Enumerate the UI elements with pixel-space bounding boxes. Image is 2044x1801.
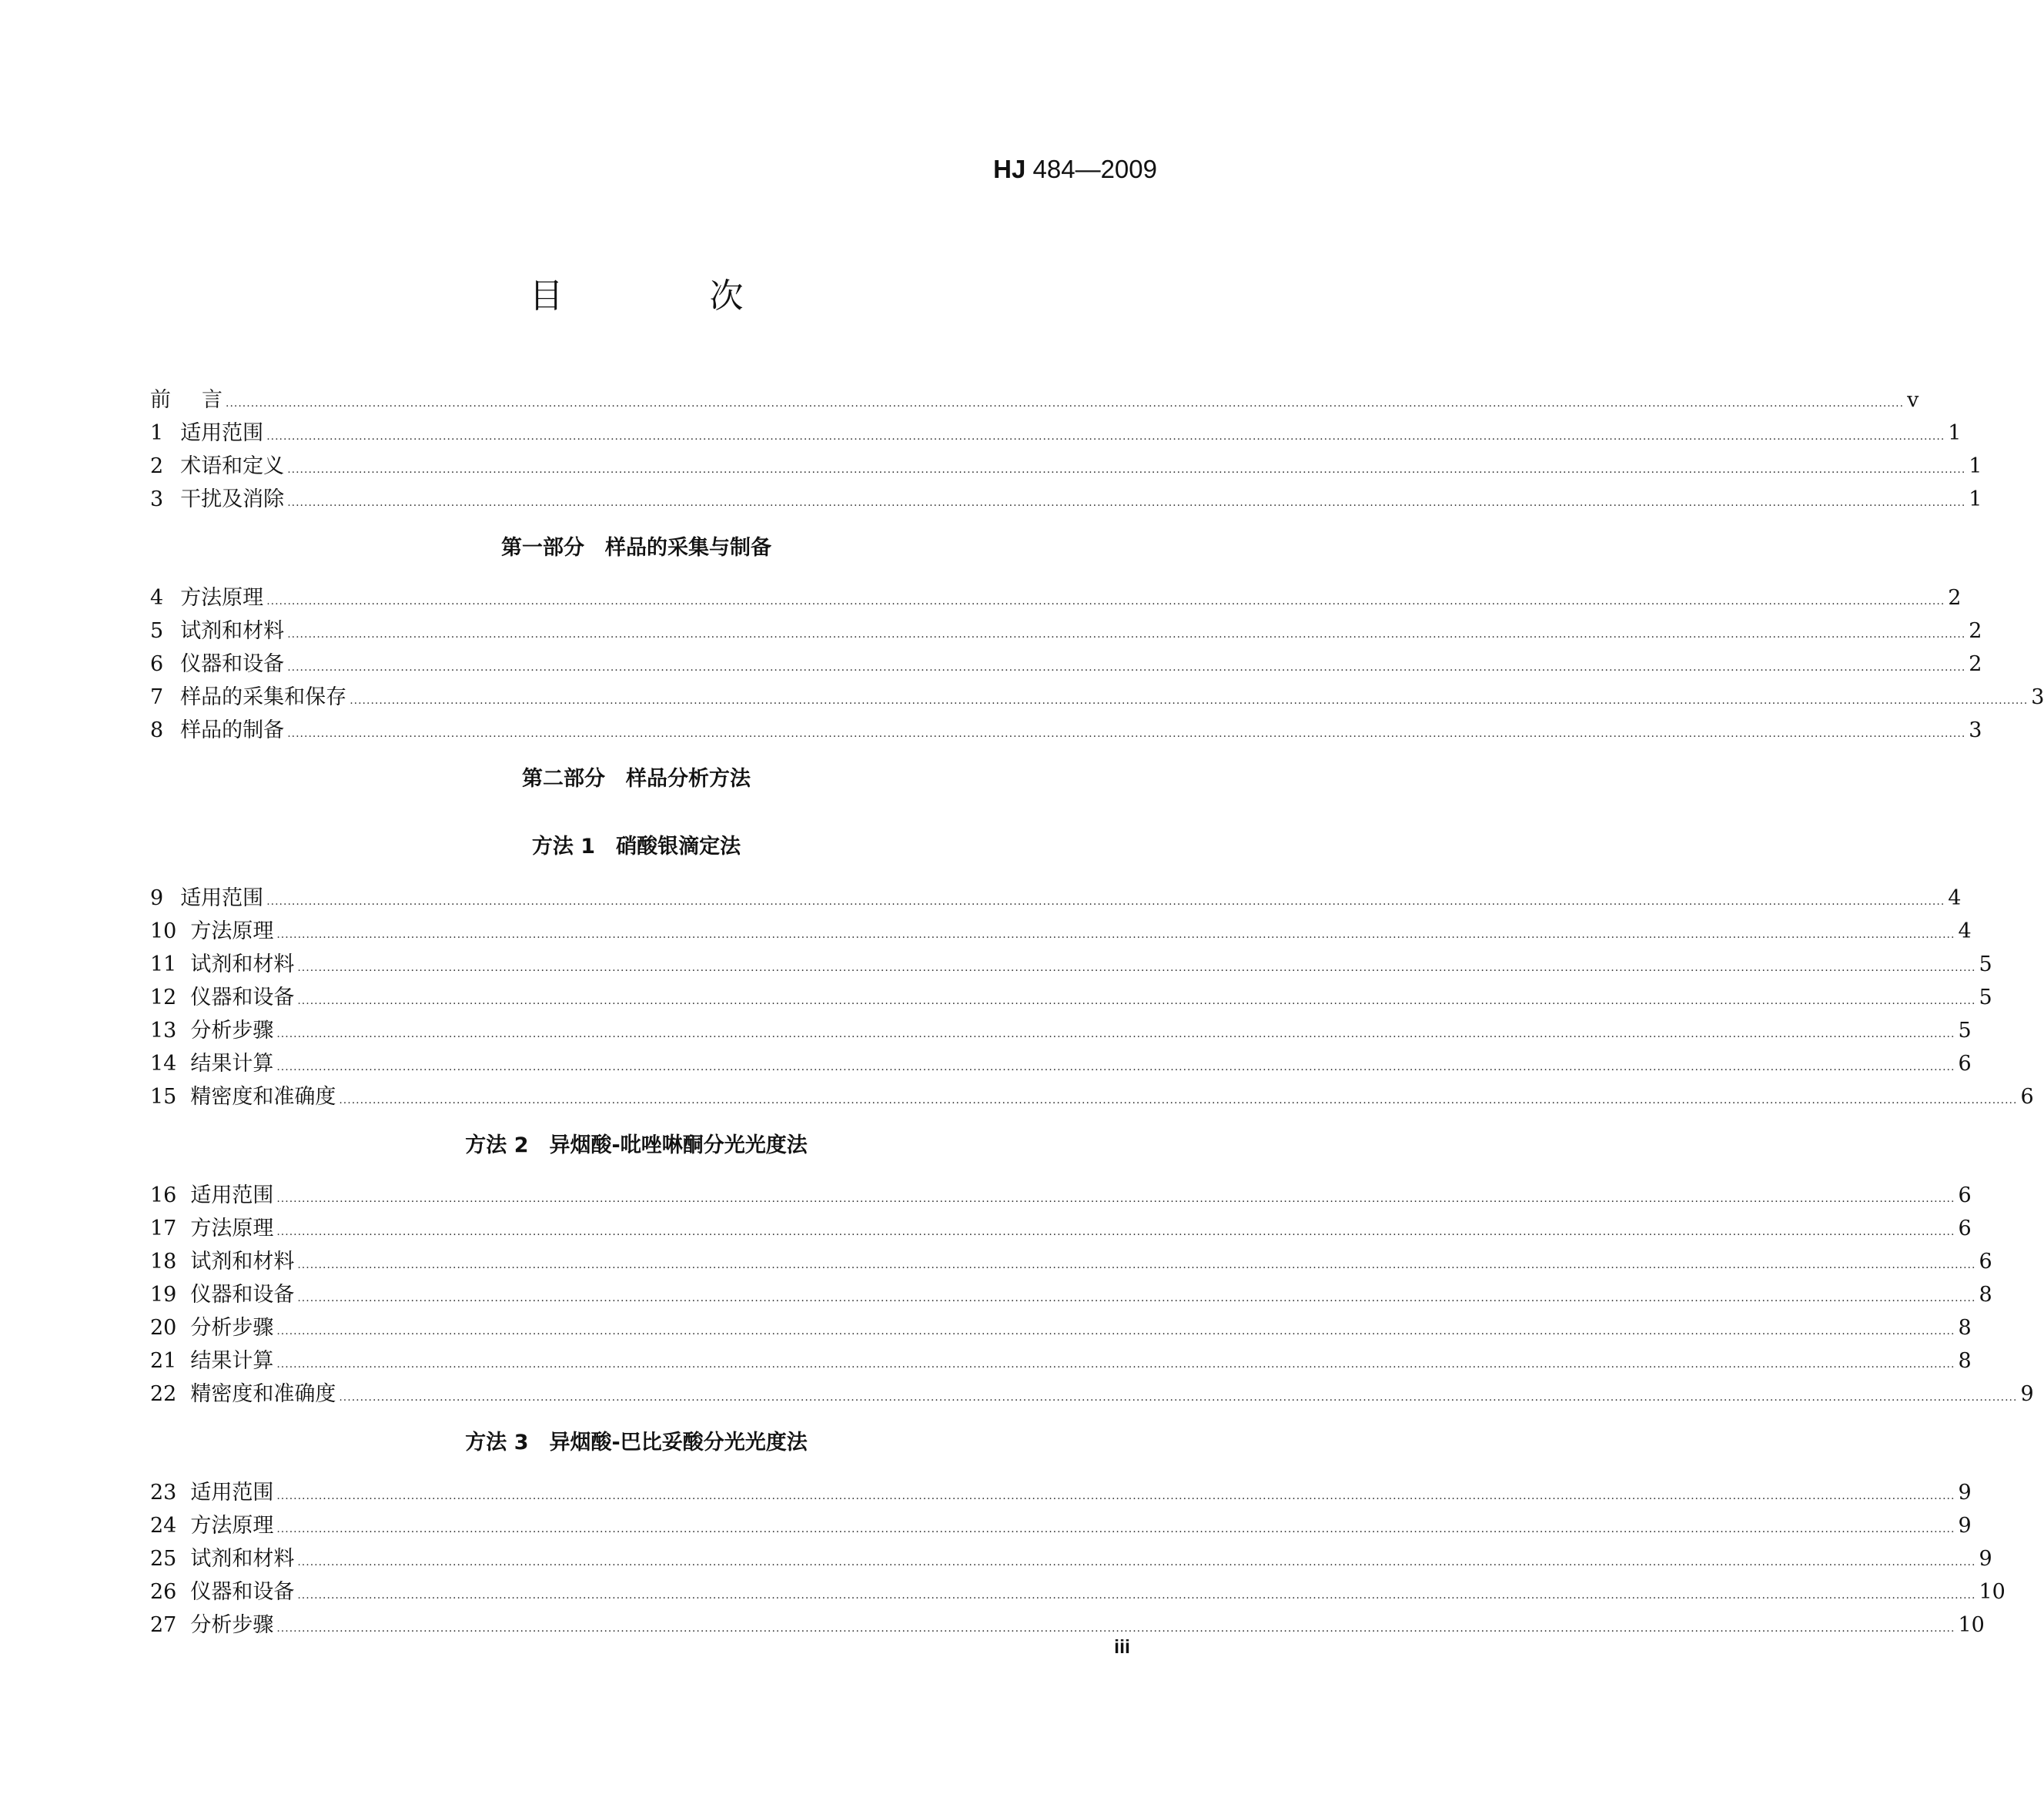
toc-entry-number: 10	[150, 919, 177, 943]
toc-entry-number: 5	[150, 619, 164, 643]
toc-entry[interactable]	[150, 1577, 2006, 1608]
toc-entry-number: 26	[150, 1580, 177, 1604]
dot-leader: ................................................................................................................................................................................................................................................................................................................................................................................................................	[297, 962, 1976, 974]
toc-entry[interactable]	[150, 583, 1962, 614]
toc-entry-number: 2	[150, 454, 164, 478]
toc-entry[interactable]	[150, 451, 1982, 482]
toc-entry-number: 22	[150, 1382, 177, 1406]
toc-entry-title: 言	[202, 388, 222, 412]
dot-leader: ................................................................................................................................................................................................................................................................................................................................................................................................................	[287, 628, 1966, 641]
toc-entry[interactable]	[150, 616, 1982, 647]
toc-entry-title: 仪器和设备	[190, 1580, 295, 1604]
toc-entry-title: 方法原理	[180, 586, 264, 610]
standard-code	[993, 152, 1157, 186]
toc-entry-page: 10	[1958, 1613, 1985, 1637]
toc-entry-title: 试剂和材料	[190, 1250, 295, 1274]
toc-entry-title: 仪器和设备	[190, 1283, 295, 1307]
standard-prefix: HJ	[993, 155, 1026, 183]
toc-entry-title: 精密度和准确度	[190, 1382, 336, 1406]
toc-title: 目 次	[529, 276, 811, 316]
toc-entry-page: 9	[2020, 1382, 2034, 1406]
toc-entry-page: 6	[2020, 1085, 2034, 1109]
toc-entry[interactable]	[150, 385, 1919, 416]
toc-section-heading[interactable]: 第一部分 样品的采集与制备	[501, 536, 771, 560]
toc-entry[interactable]	[150, 1511, 1972, 1542]
toc-entry-title: 试剂和材料	[190, 952, 295, 976]
toc-entry-number: 7	[150, 685, 164, 709]
toc-section-heading[interactable]: 方法 1 硝酸银滴定法	[531, 835, 741, 859]
dot-leader: ................................................................................................................................................................................................................................................................................................................................................................................................................	[266, 430, 1945, 443]
toc-entry-page: 5	[1979, 986, 1992, 1009]
toc-entry-page: 8	[1979, 1283, 1992, 1307]
toc-entry-title: 结果计算	[190, 1052, 274, 1076]
toc-entry-number: 17	[150, 1217, 177, 1240]
toc-entry[interactable]	[150, 1544, 1992, 1575]
toc-entry-title: 结果计算	[190, 1349, 274, 1373]
toc-entry-title: 方法原理	[190, 919, 274, 943]
toc-entry-page: 1	[1969, 487, 1982, 511]
toc-entry-number: 14	[150, 1052, 177, 1076]
toc-entry[interactable]	[150, 1016, 1972, 1046]
toc-section-heading[interactable]: 方法 3 异烟酸-巴比妥酸分光光度法	[465, 1431, 808, 1455]
toc-entry-number: 24	[150, 1514, 177, 1538]
dot-leader: ................................................................................................................................................................................................................................................................................................................................................................................................................	[226, 397, 1905, 410]
dot-leader: ................................................................................................................................................................................................................................................................................................................................................................................................................	[297, 995, 1976, 1007]
toc-entry-title: 术语和定义	[180, 454, 285, 478]
toc-entry[interactable]	[150, 1610, 1985, 1641]
toc-entry-number: 23	[150, 1481, 177, 1505]
toc-entry-title: 干扰及消除	[180, 487, 285, 511]
toc-entry[interactable]	[150, 1313, 1972, 1344]
toc-entry-title: 适用范围	[180, 421, 264, 445]
toc-entry[interactable]	[150, 1280, 1992, 1311]
toc-entry-title: 分析步骤	[190, 1316, 274, 1340]
toc-entry[interactable]	[150, 883, 1962, 914]
toc-entry-page: 3	[2031, 685, 2044, 709]
toc-entry[interactable]	[150, 1379, 2034, 1410]
toc-entry-title: 适用范围	[190, 1183, 274, 1207]
toc-entry[interactable]	[150, 1478, 1972, 1508]
toc-entry-number: 6	[150, 652, 164, 676]
toc-entry-page: 6	[1958, 1183, 1972, 1207]
toc-entry-number: 9	[150, 886, 164, 910]
dot-leader: ................................................................................................................................................................................................................................................................................................................................................................................................................	[276, 1622, 1955, 1635]
toc-entry-page: 8	[1958, 1349, 1972, 1373]
dot-leader: ................................................................................................................................................................................................................................................................................................................................................................................................................	[287, 661, 1966, 674]
toc-entry[interactable]	[150, 949, 1992, 980]
toc-entry-page: 4	[1958, 919, 1972, 943]
toc-entry-title: 精密度和准确度	[190, 1085, 336, 1109]
dot-leader: ................................................................................................................................................................................................................................................................................................................................................................................................................	[276, 1193, 1955, 1205]
toc-entry-page: 4	[1948, 886, 1962, 910]
toc-entry-title: 适用范围	[180, 886, 264, 910]
dot-leader: ................................................................................................................................................................................................................................................................................................................................................................................................................	[297, 1259, 1976, 1271]
toc-entry[interactable]	[150, 983, 1992, 1013]
dot-leader: ................................................................................................................................................................................................................................................................................................................................................................................................................	[297, 1589, 1976, 1602]
dot-leader: ................................................................................................................................................................................................................................................................................................................................................................................................................	[276, 1061, 1955, 1073]
toc-entry-number: 11	[150, 952, 177, 976]
toc-entry-page: 5	[1979, 952, 1992, 976]
toc-entry-page: 1	[1948, 421, 1962, 445]
toc-entry-number: 8	[150, 718, 164, 742]
toc-entry-page: 5	[1958, 1019, 1972, 1043]
toc-section-heading[interactable]: 第二部分 样品分析方法	[522, 767, 751, 791]
toc-entry-title: 试剂和材料	[180, 619, 285, 643]
toc-entry-title: 试剂和材料	[190, 1547, 295, 1571]
toc-entry-title: 仪器和设备	[180, 652, 285, 676]
toc-entry[interactable]	[150, 1346, 1972, 1377]
toc-entry-number: 12	[150, 986, 177, 1009]
toc-entry[interactable]	[150, 682, 2044, 713]
toc-entry-title: 样品的采集和保存	[180, 685, 347, 709]
toc-entry-page: 10	[1979, 1580, 2006, 1604]
dot-leader: ................................................................................................................................................................................................................................................................................................................................................................................................................	[276, 1523, 1955, 1535]
dot-leader: ................................................................................................................................................................................................................................................................................................................................................................................................................	[266, 595, 1945, 608]
toc-entry-number: 15	[150, 1085, 177, 1109]
dot-leader: ................................................................................................................................................................................................................................................................................................................................................................................................................	[276, 929, 1955, 941]
toc-entry-page: 2	[1948, 586, 1962, 610]
toc-entry[interactable]	[150, 1049, 1972, 1080]
toc-entry-title: 分析步骤	[190, 1019, 274, 1043]
toc-entry-title: 适用范围	[190, 1481, 274, 1505]
dot-leader: ................................................................................................................................................................................................................................................................................................................................................................................................................	[266, 895, 1945, 908]
toc-entry-page: 9	[1958, 1514, 1972, 1538]
dot-leader: ................................................................................................................................................................................................................................................................................................................................................................................................................	[276, 1490, 1955, 1502]
toc-entry-page: 8	[1958, 1316, 1972, 1340]
toc-entry-number: 20	[150, 1316, 177, 1340]
toc-entry-page: 2	[1969, 652, 1982, 676]
toc-entry-number: 16	[150, 1183, 177, 1207]
toc-entry-number: 18	[150, 1250, 177, 1274]
toc-entry-title: 仪器和设备	[190, 986, 295, 1009]
toc-entry-number: 21	[150, 1349, 177, 1373]
toc-entry-number: 13	[150, 1019, 177, 1043]
dot-leader: ................................................................................................................................................................................................................................................................................................................................................................................................................	[339, 1094, 2018, 1106]
toc-entry[interactable]	[150, 1180, 1972, 1211]
dot-leader: ................................................................................................................................................................................................................................................................................................................................................................................................................	[276, 1358, 1955, 1371]
toc-entry-number: 27	[150, 1613, 177, 1637]
toc-entry-number: 1	[150, 421, 164, 445]
toc-entry-page: 1	[1969, 454, 1982, 478]
toc-entry-number: 前	[150, 388, 171, 412]
toc-section-heading[interactable]: 方法 2 异烟酸-吡唑啉酮分光光度法	[465, 1133, 808, 1157]
toc-entry[interactable]	[150, 484, 1982, 515]
toc-entry-number: 25	[150, 1547, 177, 1571]
toc-entry[interactable]	[150, 715, 1982, 746]
toc-entry[interactable]	[150, 418, 1962, 449]
toc-entry[interactable]	[150, 1213, 1972, 1244]
dot-leader: ................................................................................................................................................................................................................................................................................................................................................................................................................	[276, 1028, 1955, 1040]
standard-number: 484—2009	[1032, 155, 1157, 183]
toc-entry-page: 6	[1958, 1217, 1972, 1240]
toc-entry-title: 方法原理	[190, 1217, 274, 1240]
dot-leader: ................................................................................................................................................................................................................................................................................................................................................................................................................	[287, 464, 1966, 476]
toc-entry[interactable]	[150, 1082, 2034, 1113]
toc-entry-number: 3	[150, 487, 164, 511]
toc-entry-page: 2	[1969, 619, 1982, 643]
toc-entry-title: 样品的制备	[180, 718, 285, 742]
toc-entry-page: 9	[1979, 1547, 1992, 1571]
toc-entry-title: 方法原理	[190, 1514, 274, 1538]
toc-entry[interactable]	[150, 916, 1972, 947]
toc-entry-page: v	[1907, 388, 1919, 412]
toc-entry[interactable]	[150, 1247, 1992, 1277]
dot-leader: ................................................................................................................................................................................................................................................................................................................................................................................................................	[276, 1325, 1955, 1337]
dot-leader: ................................................................................................................................................................................................................................................................................................................................................................................................................	[287, 497, 1966, 509]
toc-entry-number: 19	[150, 1283, 177, 1307]
toc-entry-page: 3	[1969, 718, 1982, 742]
dot-leader: ................................................................................................................................................................................................................................................................................................................................................................................................................	[276, 1226, 1955, 1238]
toc-entry-page: 6	[1979, 1250, 1992, 1274]
dot-leader: ................................................................................................................................................................................................................................................................................................................................................................................................................	[297, 1556, 1976, 1568]
toc-entry-number: 4	[150, 586, 164, 610]
dot-leader: ................................................................................................................................................................................................................................................................................................................................................................................................................	[339, 1391, 2018, 1404]
toc-entry-title: 分析步骤	[190, 1613, 274, 1637]
toc-entry[interactable]	[150, 649, 1982, 680]
toc-entry-page: 6	[1958, 1052, 1972, 1076]
toc-entry-page: 9	[1958, 1481, 1972, 1505]
dot-leader: ................................................................................................................................................................................................................................................................................................................................................................................................................	[297, 1292, 1976, 1304]
dot-leader: ................................................................................................................................................................................................................................................................................................................................................................................................................	[350, 695, 2029, 707]
page-number: iii	[1114, 1636, 1130, 1658]
dot-leader: ................................................................................................................................................................................................................................................................................................................................................................................................................	[287, 728, 1966, 740]
